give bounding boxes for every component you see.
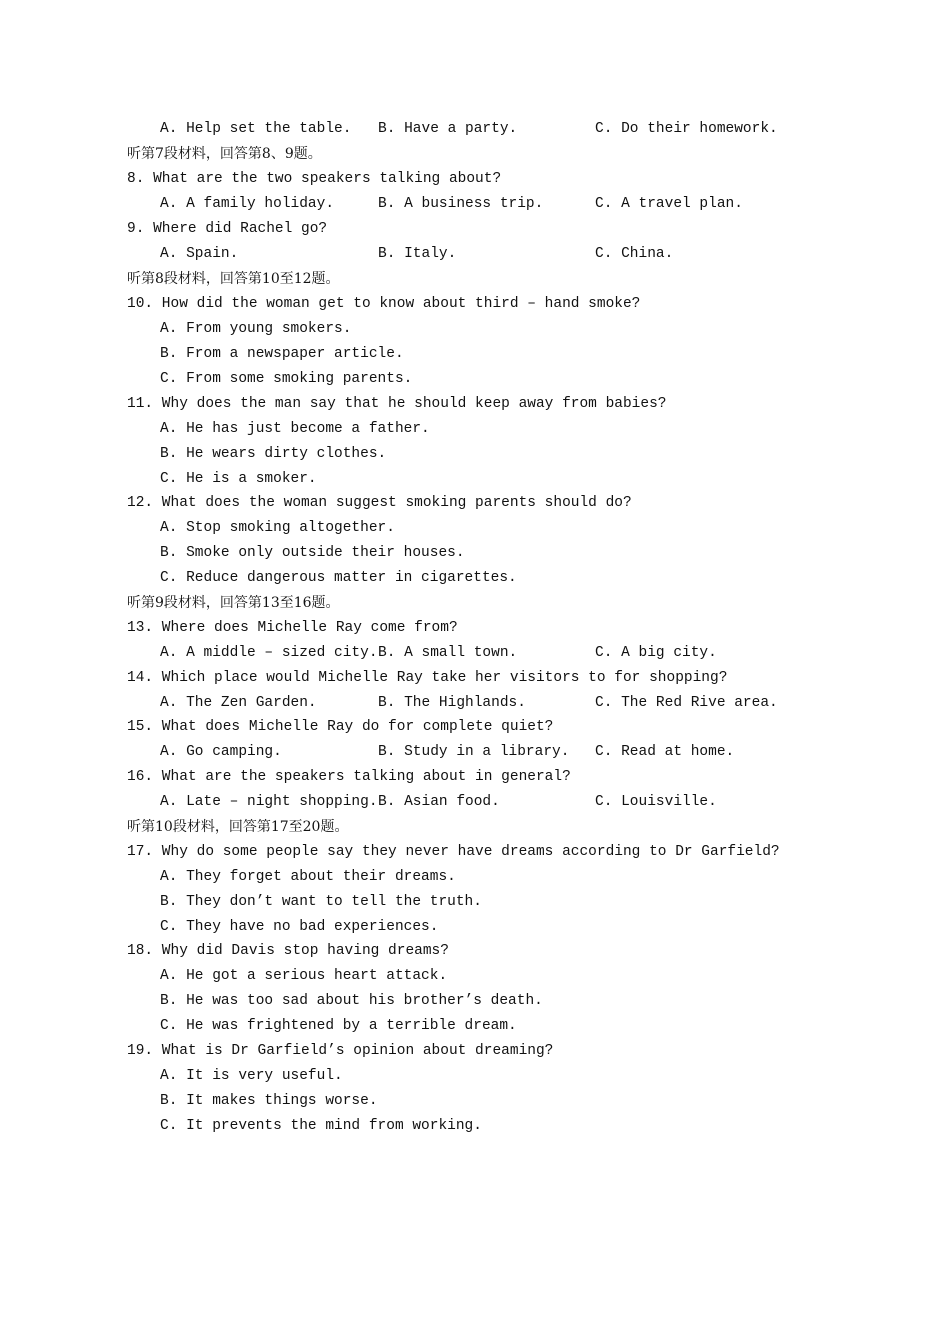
q8-question: 8. What are the two speakers talking about? <box>127 171 502 187</box>
q16-option-a: A. Late – night shopping. <box>160 794 378 810</box>
section8-heading: 听第8段材料，回答第10至12题。 <box>127 271 340 287</box>
q19-option-a: A. It is very useful. <box>160 1068 343 1084</box>
q19-option-b: B. It makes things worse. <box>160 1093 378 1109</box>
q9-option-c: C. China. <box>595 246 674 262</box>
q14-option-c: C. The Red Rive area. <box>595 695 778 711</box>
q9-question: 9. Where did Rachel go? <box>127 221 328 237</box>
q15-option-b: B. Study in a library. <box>378 744 570 760</box>
q15-option-a: A. Go camping. <box>160 744 282 760</box>
q9-option-a: A. Spain. <box>160 246 239 262</box>
q15-question: 15. What does Michelle Ray do for complete quiet? <box>127 719 554 735</box>
q19-question: 19. What is Dr Garfield’s opinion about dreaming? <box>127 1043 554 1059</box>
section9-heading: 听第9段材料，回答第13至16题。 <box>127 595 340 611</box>
q7-option-a: A. Help set the table. <box>160 121 352 137</box>
q17-option-b: B. They don’t want to tell the truth. <box>160 894 482 910</box>
section7-heading: 听第7段材料，回答第8、9题。 <box>127 146 322 162</box>
q17-question: 17. Why do some people say they never have dreams according to Dr Garfield? <box>127 844 780 860</box>
q11-option-c: C. He is a smoker. <box>160 471 317 487</box>
q18-option-b: B. He was too sad about his brother’s death. <box>160 993 543 1009</box>
q14-question: 14. Which place would Michelle Ray take her visitors to for shopping? <box>127 670 728 686</box>
q10-option-c: C. From some smoking parents. <box>160 371 413 387</box>
q17-option-c: C. They have no bad experiences. <box>160 919 439 935</box>
q7-option-c: C. Do their homework. <box>595 121 778 137</box>
q14-option-b: B. The Highlands. <box>378 695 526 711</box>
q12-option-b: B. Smoke only outside their houses. <box>160 545 465 561</box>
q9-option-b: B. Italy. <box>378 246 457 262</box>
q12-question: 12. What does the woman suggest smoking parents should do? <box>127 495 632 511</box>
q13-option-c: C. A big city. <box>595 645 717 661</box>
q13-question: 13. Where does Michelle Ray come from? <box>127 620 458 636</box>
q18-option-c: C. He was frightened by a terrible dream. <box>160 1018 517 1034</box>
q17-option-a: A. They forget about their dreams. <box>160 869 456 885</box>
q16-option-b: B. Asian food. <box>378 794 500 810</box>
q10-question: 10. How did the woman get to know about third – hand smoke? <box>127 296 641 312</box>
q8-option-a: A. A family holiday. <box>160 196 335 212</box>
q13-option-a: A. A middle – sized city. <box>160 645 378 661</box>
q16-question: 16. What are the speakers talking about in general? <box>127 769 571 785</box>
q10-option-b: B. From a newspaper article. <box>160 346 404 362</box>
q8-option-c: C. A travel plan. <box>595 196 743 212</box>
q14-option-a: A. The Zen Garden. <box>160 695 317 711</box>
q7-option-b: B. Have a party. <box>378 121 518 137</box>
q18-question: 18. Why did Davis stop having dreams? <box>127 943 449 959</box>
q16-option-c: C. Louisville. <box>595 794 717 810</box>
q15-option-c: C. Read at home. <box>595 744 735 760</box>
q11-option-a: A. He has just become a father. <box>160 421 430 437</box>
q12-option-c: C. Reduce dangerous matter in cigarettes. <box>160 570 517 586</box>
q11-option-b: B. He wears dirty clothes. <box>160 446 387 462</box>
q18-option-a: A. He got a serious heart attack. <box>160 968 448 984</box>
section10-heading: 听第10段材料，回答第17至20题。 <box>127 819 349 835</box>
q19-option-c: C. It prevents the mind from working. <box>160 1118 482 1134</box>
q13-option-b: B. A small town. <box>378 645 518 661</box>
q10-option-a: A. From young smokers. <box>160 321 352 337</box>
q12-option-a: A. Stop smoking altogether. <box>160 520 395 536</box>
q8-option-b: B. A business trip. <box>378 196 544 212</box>
q11-question: 11. Why does the man say that he should keep away from babies? <box>127 396 667 412</box>
